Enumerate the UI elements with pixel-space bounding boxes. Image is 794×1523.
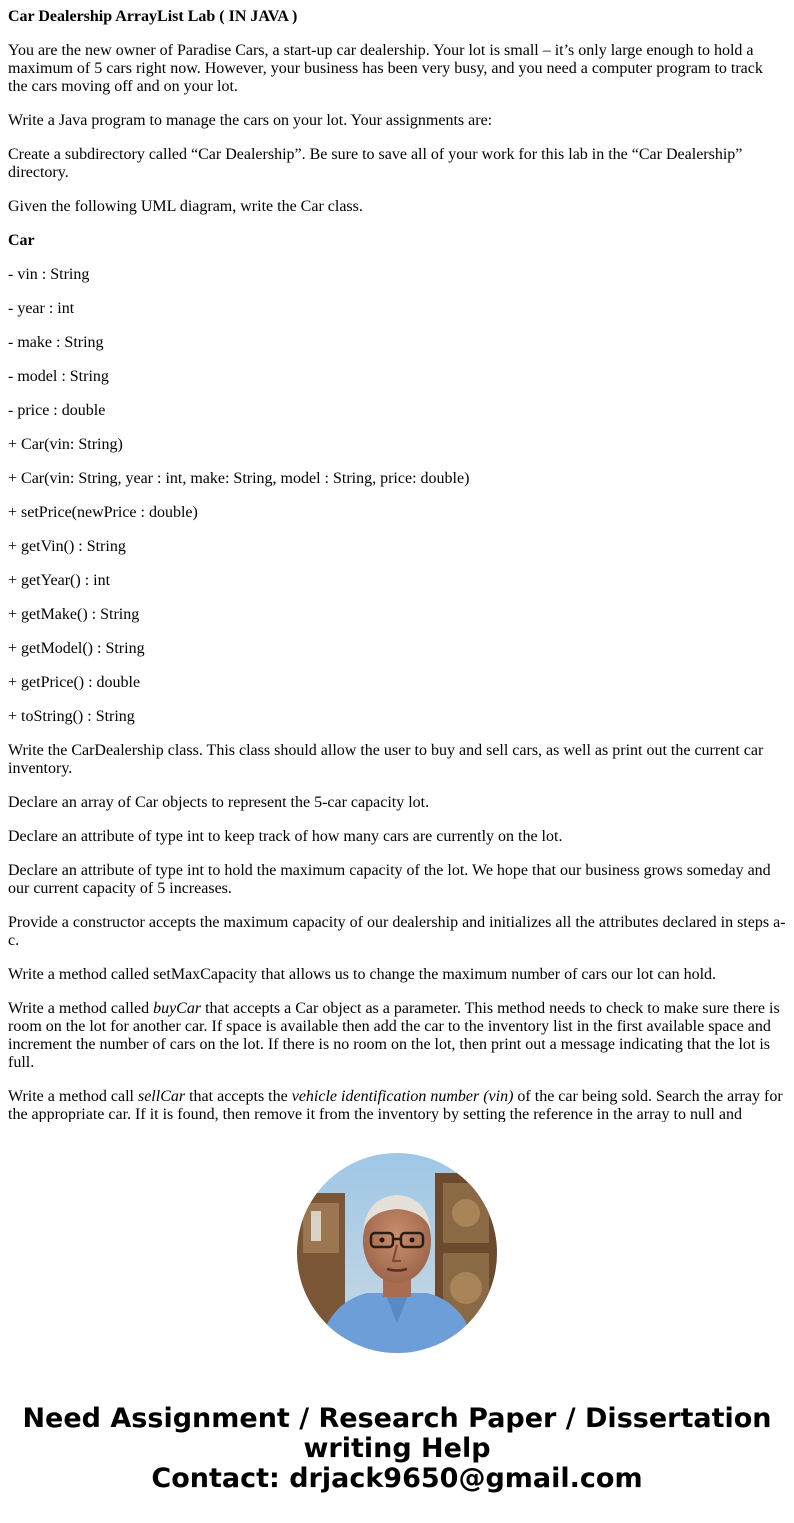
paragraph-text: - vin : String — [8, 266, 90, 283]
document-paragraph — [8, 504, 786, 522]
document-paragraph — [8, 742, 786, 778]
paragraph-text: - model : String — [8, 368, 109, 385]
document-paragraph — [8, 368, 786, 386]
contact-banner — [0, 1404, 794, 1494]
document-paragraph — [8, 794, 786, 812]
document-paragraph — [8, 572, 786, 590]
paragraph-text: Write a method called setMaxCapacity that allows us to change the maximum number of cars our lot can hold. — [8, 966, 717, 983]
paragraph-text: - price : double — [8, 402, 106, 419]
paragraph-text: Write a method called — [8, 1000, 154, 1017]
promo-line-3: Contact: drjack9650@gmail.com — [151, 1463, 643, 1494]
emphasis-text: vehicle identification number (vin) — [291, 1088, 514, 1105]
document-paragraph — [8, 828, 786, 846]
document-paragraph — [8, 1088, 786, 1122]
author-photo-avatar — [297, 1153, 497, 1353]
document-paragraph — [8, 198, 786, 216]
paragraph-text: + getMake() : String — [8, 606, 140, 623]
document-paragraph — [8, 112, 786, 130]
document-paragraph — [8, 470, 786, 488]
document-paragraph — [8, 436, 786, 454]
paragraph-text: - year : int — [8, 300, 75, 317]
document-body — [8, 8, 786, 1122]
paragraph-text: + Car(vin: String, year : int, make: String, model : String, price: double) — [8, 470, 470, 487]
paragraph-text: Write a Java program to manage the cars on your lot. Your assignments are: — [8, 112, 493, 129]
document-paragraph — [8, 300, 786, 318]
paragraph-text: + getModel() : String — [8, 640, 145, 657]
paragraph-text: + getPrice() : double — [8, 674, 141, 691]
document-paragraphs — [8, 42, 786, 1122]
paragraph-text: Create a subdirectory called “Car Dealership”. Be sure to save all of your work for this lab in the “Car Dealership” directory. — [8, 146, 743, 181]
document-paragraph — [8, 266, 786, 284]
paragraph-text: Declare an attribute of type int to keep track of how many cars are currently on the lot. — [8, 828, 563, 845]
document-paragraph — [8, 1000, 786, 1072]
promo-line-1: Need Assignment / Research Paper / Dissertation — [22, 1403, 772, 1434]
paragraph-text: You are the new owner of Paradise Cars, a start-up car dealership. Your lot is small – it’s only large enough to hold a maximum of 5 cars right now. However, your business has been very busy, and you need a computer program to track the cars moving off and on your lot. — [8, 42, 763, 95]
document-paragraph — [8, 538, 786, 556]
paragraph-text: + getYear() : int — [8, 572, 111, 589]
document-paragraph — [8, 640, 786, 658]
paragraph-text: + getVin() : String — [8, 538, 126, 555]
document-paragraph — [8, 146, 786, 182]
paragraph-text: Provide a constructor accepts the maximum capacity of our dealership and initializes all the attributes declared in steps a-c. — [8, 914, 786, 949]
paragraph-text: Write the CarDealership class. This class should allow the user to buy and sell cars, as well as print out the current car inventory. — [8, 742, 764, 777]
document-paragraph — [8, 42, 786, 96]
paragraph-text: of the car being sold. Search the array for the appropriate car. If it is found, then remove it from the inventory by setting the reference in the array to null and — [8, 1088, 783, 1122]
paragraph-text: Write a method call — [8, 1088, 138, 1105]
author-photo-image — [297, 1153, 497, 1353]
paragraph-text: + toString() : String — [8, 708, 135, 725]
document-paragraph — [8, 334, 786, 352]
paragraph-text: Declare an array of Car objects to represent the 5-car capacity lot. — [8, 794, 430, 811]
promo-line-2: writing Help — [303, 1433, 491, 1464]
document-paragraph — [8, 232, 786, 250]
paragraph-text: that accepts the — [185, 1088, 292, 1105]
paragraph-text: Declare an attribute of type int to hold the maximum capacity of the lot. We hope that our business grows someday and our current capacity of 5 increases. — [8, 862, 771, 897]
document-paragraph — [8, 966, 786, 984]
emphasis-text: sellCar — [137, 1088, 186, 1105]
document-title: Car Dealership ArrayList Lab ( IN JAVA ) — [8, 8, 298, 25]
paragraph-text: + Car(vin: String) — [8, 436, 123, 453]
document-paragraph — [8, 914, 786, 950]
document-paragraph — [8, 708, 786, 726]
document-paragraph — [8, 402, 786, 420]
document-paragraph — [8, 606, 786, 624]
document-paragraph — [8, 862, 786, 898]
bold-heading: Car — [8, 232, 35, 249]
paragraph-text: Given the following UML diagram, write the Car class. — [8, 198, 363, 215]
document-paragraph — [8, 674, 786, 692]
paragraph-text: that accepts a Car object as a parameter. This method needs to check to make sure there is room on the lot for another car. If space is available then add the car to the inventory list in the first available space and increment the number of cars on the lot. If there is no room on the lot, then print out a message indicating that the lot is full. — [8, 1000, 780, 1071]
emphasis-text: buyCar — [153, 1000, 202, 1017]
paragraph-text: - make : String — [8, 334, 104, 351]
paragraph-text: + setPrice(newPrice : double) — [8, 504, 198, 521]
